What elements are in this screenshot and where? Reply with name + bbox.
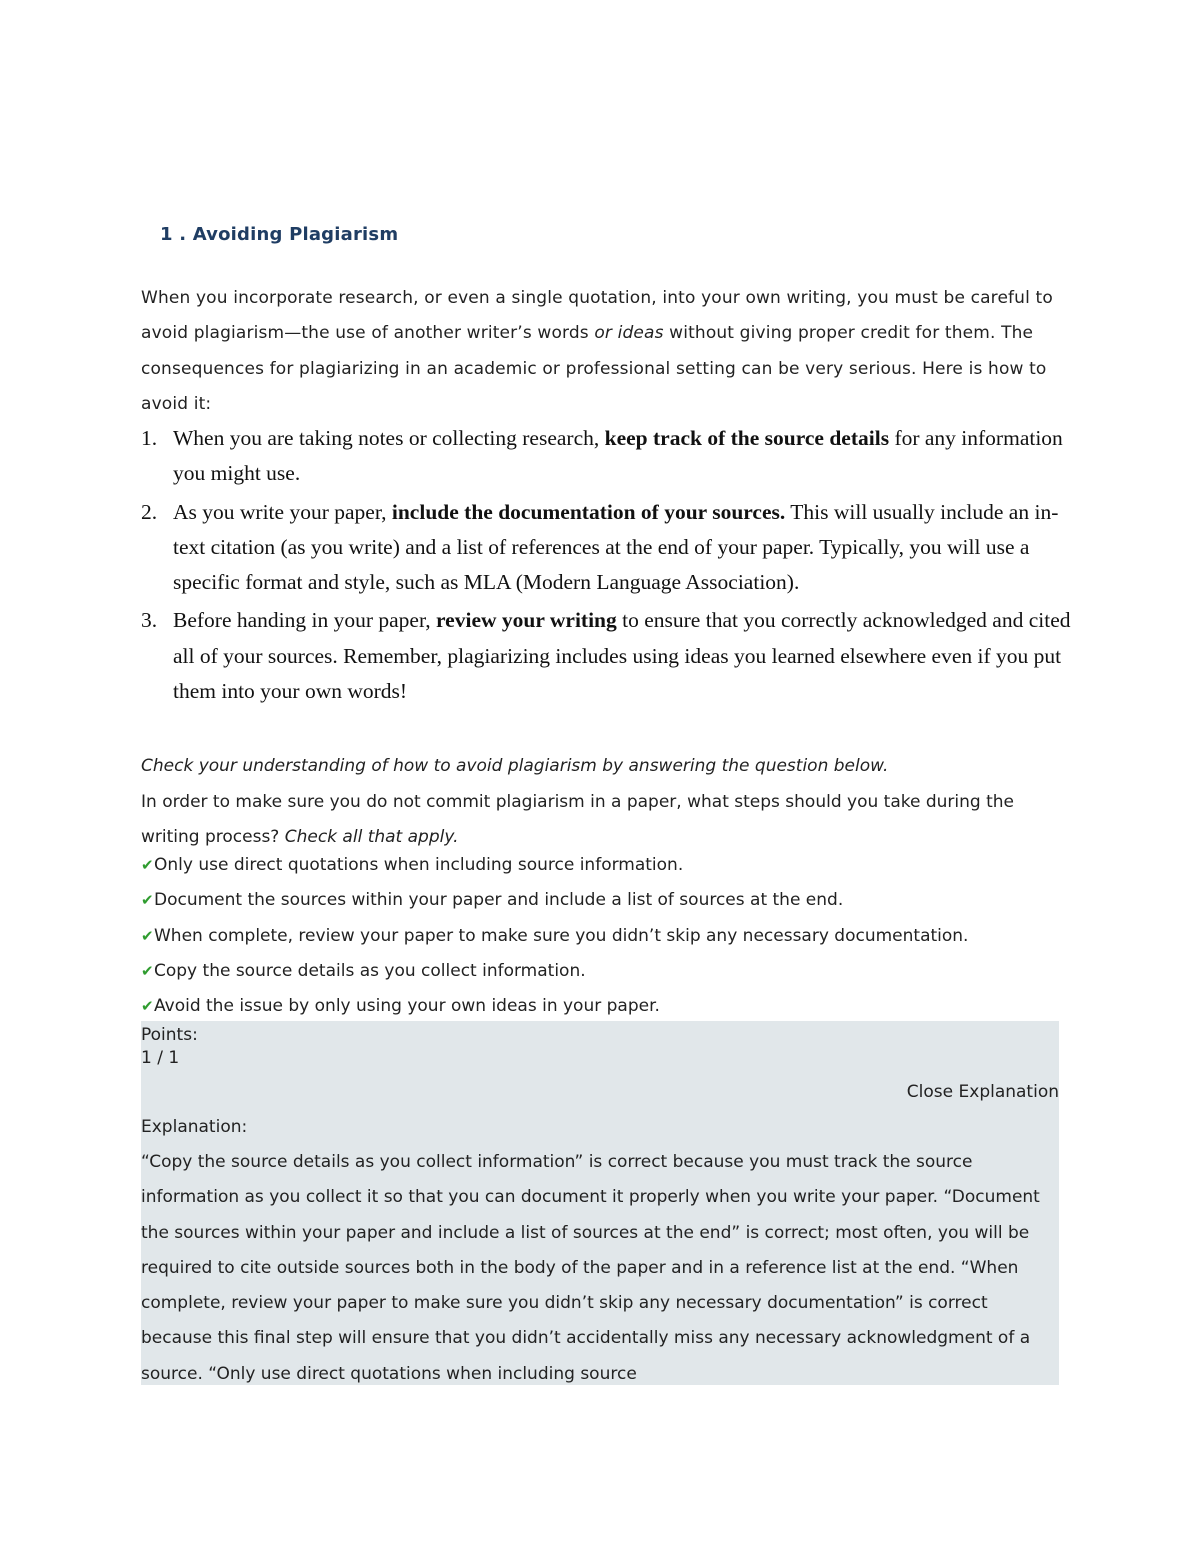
step-number: 3.: [141, 608, 158, 633]
answer-option[interactable]: [141, 955, 1071, 990]
step-text-before: As you write your paper,: [173, 499, 392, 524]
option-label: Avoid the issue by only using your own ideas in your paper.: [154, 996, 660, 1017]
option-label: Only use direct quotations when including source information.: [154, 855, 684, 875]
steps-list: [141, 421, 1071, 712]
step-bold: review your writing: [436, 608, 617, 633]
checkmark-icon: ✔: [141, 856, 154, 874]
section-heading: 1 . Avoiding Plagiarism: [160, 224, 399, 245]
step-item: [141, 421, 1071, 492]
points-label: Points:: [141, 1025, 198, 1045]
explanation-panel: [141, 1021, 1059, 1385]
question-hint: Check all that apply.: [284, 827, 459, 848]
option-label: Copy the source details as you collect information.: [154, 960, 586, 981]
option-label: Document the sources within your paper and include a list of sources at the end.: [154, 890, 844, 911]
option-label: When complete, review your paper to make sure you didn’t skip any necessary documentation.: [154, 925, 969, 946]
check-understanding-prompt: Check your understanding of how to avoid plagiarism by answering the question below.: [141, 756, 889, 776]
intro-text-2: without giving proper credit for them. The consequences for plagiarizing in an academic or professional setting can be very serious. Here is how to avoid it:: [141, 323, 1047, 414]
step-bold: keep track of the source details: [604, 426, 890, 450]
checkmark-icon: ✔: [141, 961, 154, 980]
answer-option[interactable]: [141, 849, 1071, 884]
checkmark-icon: ✔: [141, 997, 154, 1016]
step-number: 2.: [141, 499, 158, 524]
answer-option[interactable]: [141, 884, 1071, 919]
answer-options: [141, 849, 1071, 1025]
intro-paragraph: [141, 281, 1071, 422]
step-number: 1.: [141, 426, 158, 450]
explanation-label: Explanation:: [141, 1117, 248, 1137]
question-body: In order to make sure you do not commit plagiarism in a paper, what steps should you take during the writing process?: [141, 792, 1014, 848]
step-text-after: for any information you might use.: [173, 426, 1063, 486]
step-text-after: This will usually include an in-text citation (as you write) and a list of references at the end of your paper. Typically, you will use a specific format and style, such as MLA (Modern Language Association).: [173, 499, 1059, 595]
checkmark-icon: ✔: [141, 926, 154, 945]
step-text-after: to ensure that you correctly acknowledged and cited all of your sources. Remember, plagiarizing includes using ideas you learned elsewhere even if you put them into your own words!: [173, 608, 1071, 704]
step-item: [141, 495, 1071, 601]
step-bold: include the documentation of your sources.: [391, 499, 786, 524]
close-explanation-button[interactable]: Close Explanation: [906, 1082, 1059, 1102]
intro-text-1: When you incorporate research, or even a single quotation, into your own writing, you must be careful to avoid plagiarism—the use of another writer’s words: [141, 288, 1053, 344]
explanation-text: “Copy the source details as you collect information” is correct because you must track the source information as you collect it so that you can document it properly when you write your paper. “Document the sources within your paper and include a list of sources at the end” is correct; most often, you will be required to cite outside sources both in the body of the paper and in a reference list at the end. “When complete, review your paper to make sure you didn’t skip any necessary documentation” is correct because this final step will ensure that you didn’t accidentally miss any necessary acknowledgment of a source. “Only use direct quotations when including source: [141, 1152, 1040, 1384]
step-item: [141, 603, 1071, 709]
answer-option[interactable]: [141, 920, 1071, 955]
step-text-before: Before handing in your paper,: [173, 608, 437, 633]
intro-emphasis: or ideas: [594, 323, 664, 344]
step-text-before: When you are taking notes or collecting research,: [173, 426, 605, 450]
points-value: 1 / 1: [141, 1048, 180, 1068]
question-text: [141, 785, 1071, 856]
checkmark-icon: ✔: [141, 891, 154, 910]
